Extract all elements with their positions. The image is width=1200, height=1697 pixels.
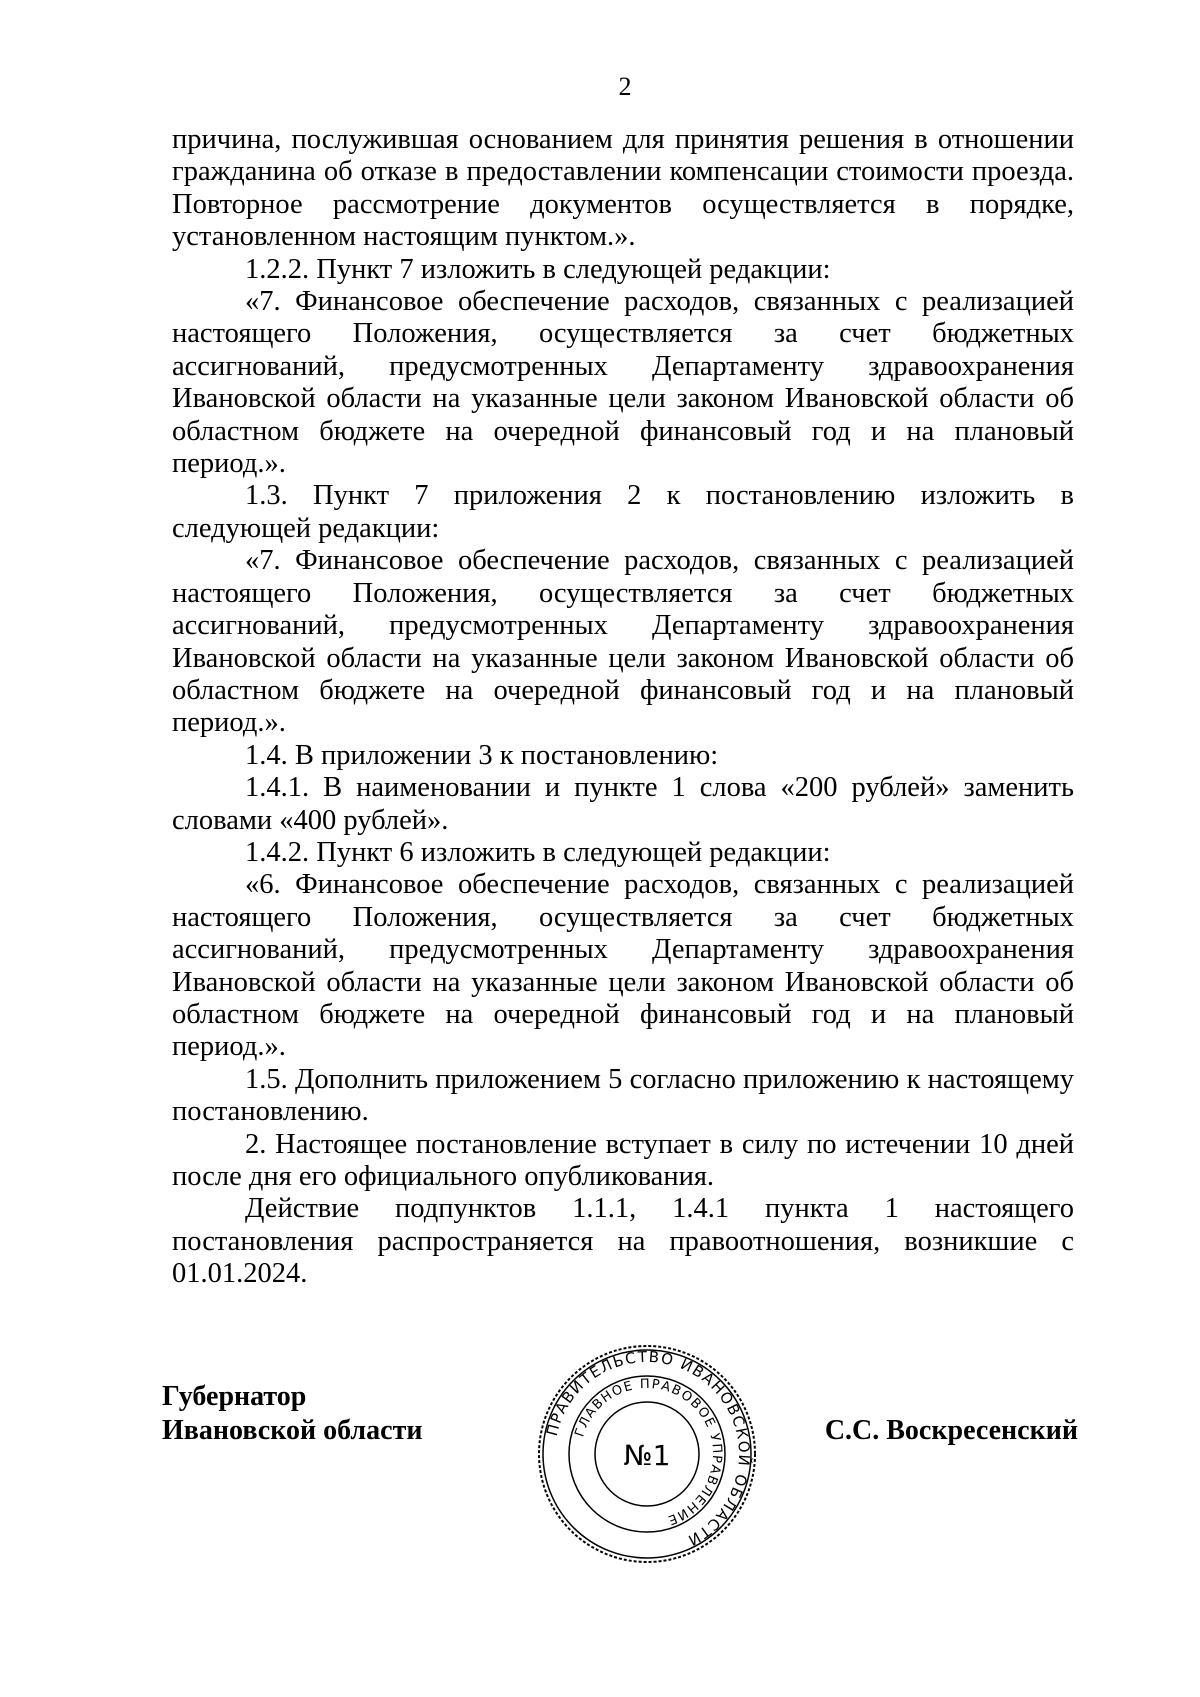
paragraph: 1.4. В приложении 3 к постановлению: <box>245 739 719 771</box>
paragraph: 1.2.2. Пункт 7 изложить в следующей редакции: <box>245 253 831 285</box>
paragraph: 2. Настоящее постановление вступает в силу по истечении 10 дней после дня его официального опубликования. <box>172 1128 1074 1192</box>
paragraph: Действие подпунктов 1.1.1, 1.4.1 пункта 1 настоящего постановления распространяется на правоотношения, возникшие с 01.01.2024. <box>172 1193 1074 1290</box>
paragraph: причина, послужившая основанием для принятия решения в отношении гражданина об отказе в предоставлении компенсации стоимости проезда. Повторное рассмотрение документов осуществляется в порядке, установленном настоящим пунктом.». <box>172 124 1074 253</box>
signatory-position-line1: Губернатор <box>162 1381 307 1412</box>
signatory-position <box>162 1380 422 1448</box>
paragraph: «7. Финансовое обеспечение расходов, связанных с реализацией настоящего Положения, осуществляется за счет бюджетных ассигнований, предусмотренных Департаменту здравоохранения Ивановской области на указанные цели законом Ивановской области об областном бюджете на очередной финансовый год и на плановый период.». <box>172 545 1074 739</box>
page-number: 2 <box>618 72 632 101</box>
paragraph: 1.3. Пункт 7 приложения 2 к постановлению изложить в следующей редакции: <box>172 480 1074 544</box>
signatory-position-line2: Ивановской области <box>162 1415 423 1446</box>
seal-outer-text: ПРАВИТЕЛЬСТВО ИВАНОВСКОЙ ОБЛАСТИ <box>542 1347 754 1550</box>
seal-number: №1 <box>623 1439 671 1472</box>
paragraph: «7. Финансовое обеспечение расходов, связанных с реализацией настоящего Положения, осуществляется за счет бюджетных ассигнований, предусмотренных Департаменту здравоохранения Ивановской области на указанные цели законом Ивановской области об областном бюджете на очередной финансовый год и на плановый период.». <box>172 286 1074 480</box>
document-body <box>172 124 1074 1291</box>
seal-graphic <box>536 1343 758 1565</box>
paragraph: 1.5. Дополнить приложением 5 согласно приложению к настоящему постановлению. <box>172 1063 1074 1128</box>
seal-inner-text: ГЛАВНОЕ ПРАВОВОЕ УПРАВЛЕНИЕ <box>572 1376 725 1528</box>
paragraph: «6. Финансовое обеспечение расходов, связанных с реализацией настоящего Положения, осуществляется за счет бюджетных ассигнований, предусмотренных Департаменту здравоохранения Ивановской области на указанные цели законом Ивановской области об областном бюджете на очередной финансовый год и на плановый период.». <box>172 869 1074 1063</box>
official-seal <box>536 1343 758 1565</box>
paragraph: 1.4.2. Пункт 6 изложить в следующей редакции: <box>245 836 831 868</box>
paragraph: 1.4.1. В наименовании и пункте 1 слова «200 рублей» заменить словами «400 рублей». <box>172 772 1074 836</box>
signatory-name: С.С. Воскресенский <box>824 1415 1078 1446</box>
